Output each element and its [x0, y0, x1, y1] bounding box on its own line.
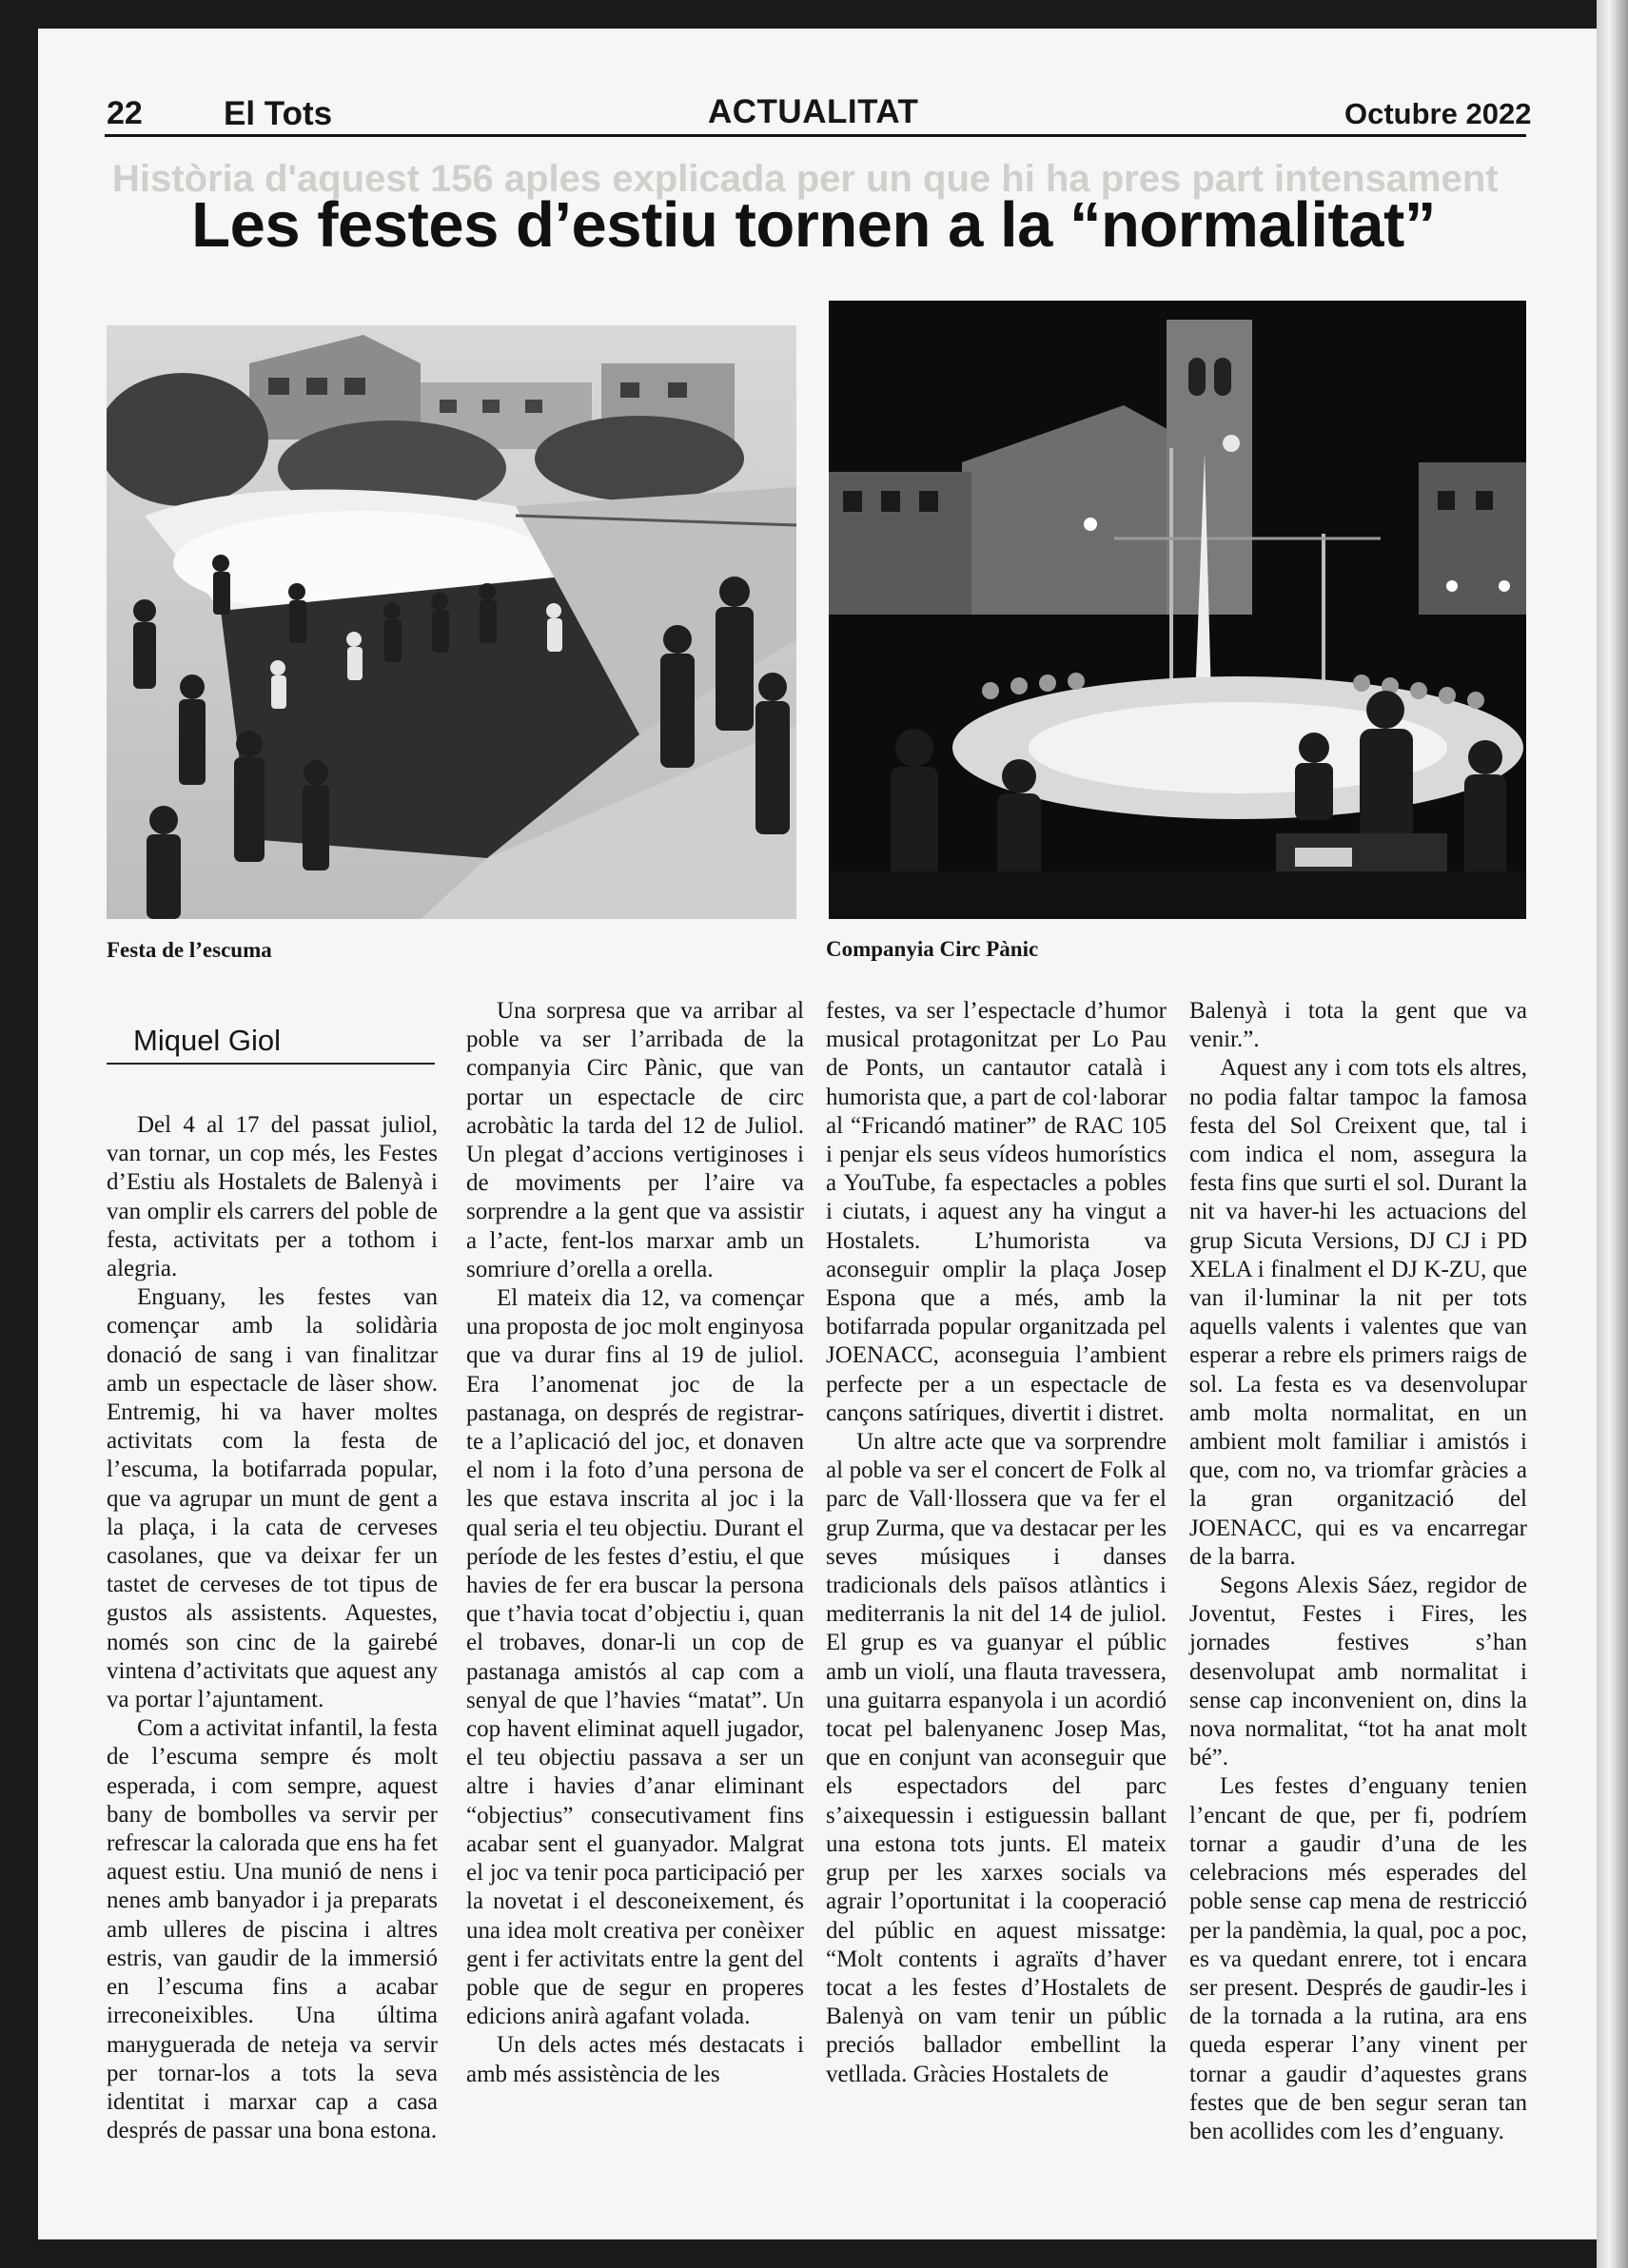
paragraph: Un altre acte que va sorprendre al poble va ser el concert de Folk al parc de Vall·llossera que va fer el grup Zurma, que va destacar per les seves músiques i danses tradicionals dels països atlàntics i mediterranis la nit del 14 de juliol. El grup es va guanyar el públic amb un violí, una flauta travessera, una guitarra espanyola i un acordió tocat pel balenyanenc Josep Mas, que en conjunt van aconseguir que els espectadors del parc s’aixequessin i estiguessin ballant una estona tots junts. El mateix grup per les xarxes socials va agrair l’oportunitat i la cooperació del públic en aquest missatge: “Molt contents i agraïts d’haver tocat a les festes d’Hostalets de Balenyà on vam tenir un públic preciós ballador embellint la vetllada. Gràcies Hostalets de [826, 1429, 1167, 2087]
page-edge [1597, 0, 1628, 2268]
paragraph: El mateix dia 12, va començar una proposta de joc molt enginyosa que va durar fins al 19 de juliol. Era l’anomenat joc de la pastanaga, on després de registrar-te a l’aplicació del joc, et donaven el nom i la foto d’una persona de les que estava inscrita al joc i la qual seria el teu objectiu. Durant el període de les festes d’estiu, el que havies de fer era buscar la persona que t’havia tocat d’objectiu i, quan el trobaves, donar-li un cop de pastanaga amistós al cap com a senyal de que l’havies “matat”. Un cop havent eliminat aquell jugador, el teu objectiu passava a ser un altre i havies d’anar eliminant “objectius” consecutivament fins acabar sent el guanyador. Malgrat el joc va tenir poca participació per la novetat i el desconeixement, és una idea molt creativa per conèixer gent i fer activitats entre la gent del poble que de segur en properes edicions anirà agafant volada. [466, 1285, 804, 2030]
article-column-3 [826, 997, 1167, 2089]
page-number: 22 [107, 95, 143, 131]
paragraph: Una sorpresa que va arribar al poble va ser l’arribada de la companyia Circ Pànic, que van portar un espectacle de circ acrobàtic la tarda del 12 de Juliol. Un plegat d’accions vertiginoses i de moviments per l’aire va sorprendre a la gent que va assistir a l’acte, fent-los marxar amb un somriure d’orella a orella. [466, 998, 804, 1282]
paragraph: Un dels actes més destacats i amb més assistència de les [466, 2032, 804, 2087]
publication-name: El Tots [224, 95, 333, 132]
paragraph: Balenyà i tota la gent que va venir.”. [1189, 998, 1527, 1053]
article-column-1 [107, 1111, 438, 2145]
article-headline: Les festes d’estiu tornen a la “normalitat” [191, 189, 1436, 261]
article-column-2 [466, 997, 804, 2089]
bleed-through-text: Història d'aquest 156 aples explicada per un que hi ha pres part intensament [112, 158, 1499, 200]
section-name: ACTUALITAT [708, 93, 919, 130]
circus-night-photo [829, 301, 1526, 919]
article-column-4 [1189, 997, 1527, 2146]
paragraph: Del 4 al 17 del passat juliol, van tornar, un cop més, les Festes d’Estiu als Hostalets de Balenyà i van omplir els carrers del poble de festa, activitats per a tothom i alegria. [107, 1112, 438, 1282]
photo-caption-foam-party: Festa de l’escuma [107, 938, 272, 962]
paragraph: Enguany, les festes van començar amb la solidària donació de sang i van finalitzar amb un espectacle de làser show. Entremig, hi va haver moltes activitats com la festa de l’escuma, la botifarrada popular, que va agrupar un munt de gent a la plaça, i la cata de cerveses casolanes, que va deixar fer un tastet de cerveses de tot tipus de gustos als assistents. Aquestes, només son cinc de la gairebé vintena d’activitats que aquest any va portar l’ajuntament. [107, 1284, 438, 1713]
issue-date: Octubre 2022 [1344, 97, 1532, 130]
paragraph: Aquest any i com tots els altres, no podia faltar tampoc la famosa festa del Sol Creixent que, tal i com indica el nom, assegura la festa fins que surti el sol. Durant la nit va haver-hi les actuacions del grup Sicuta Versions, DJ CJ i PD XELA i finalment el DJ K-ZU, que van il·luminar la nit per tots aquells valents i valentes que van esperar a rebre els primers raigs de sol. La festa es va desenvolupar amb molta normalitat, en un ambient molt familiar i amistós i que, com no, va triomfar gràcies a la gran organització del JOENACC, qui es va encarregar de la barra. [1189, 1055, 1527, 1570]
paragraph: Com a activitat infantil, la festa de l’escuma sempre és molt esperada, i com sempre, aquest bany de bombolles va servir per refrescar la calorada que ens ha fet aquest estiu. Una munió de nens i nenes amb banyador i ja preparats amb ulleres de piscina i altres estris, van gaudir de la immersió en l’escuma fins a acabar irreconeixibles. Una última mануguerada de neteja va servir per tornar-los a tots la seva identitat i marxar cap a casa després de passar una bona estona. [107, 1715, 438, 2144]
foam-party-photo [107, 325, 796, 919]
photo-caption-circus: Companyia Circ Pànic [826, 937, 1039, 961]
article-author: Miquel Giol [133, 1024, 282, 1057]
author-rule [107, 1063, 435, 1065]
paragraph: Segons Alexis Sáez, regidor de Joventut, Festes i Fires, les jornades festives s’han desenvolupat amb normalitat i sense cap inconvenient on, dins la nova normalitat, “tot ha anat molt bé”. [1189, 1573, 1527, 1771]
header-rule [105, 134, 1526, 137]
paragraph: festes, va ser l’espectacle d’humor musical protagonitzat per Lo Pau de Ponts, un cantautor català i humorista que, a part de col·laborar al “Fricandó matiner” de RAC 105 i penjar els seus vídeos humorístics a YouTube, fa espectacles a pobles i ciutats, i aquest any ha vingut a Hostalets. L’humorista va aconseguir omplir la plaça Josep Espona que a més, amb la botifarrada popular organitzada pel JOENACC, aconseguia l’ambient perfecte per a un espectacle de cançons satíriques, divertit i distret. [826, 998, 1167, 1426]
paragraph: Les festes d’enguany tenien l’encant de que, per fi, podríem tornar a gaudir d’una de les celebracions més esperades del poble sense cap mena de restricció per la pandèmia, la qual, poc a poc, es va quedant enrere, tot i encara ser present. Després de gaudir-les i de la tornada a la rutina, ara ens queda esperar l’any vinent per tornar a gaudir d’aquestes grans festes que de ben segur seran tan ben acollides com les d’enguany. [1189, 1773, 1527, 2144]
